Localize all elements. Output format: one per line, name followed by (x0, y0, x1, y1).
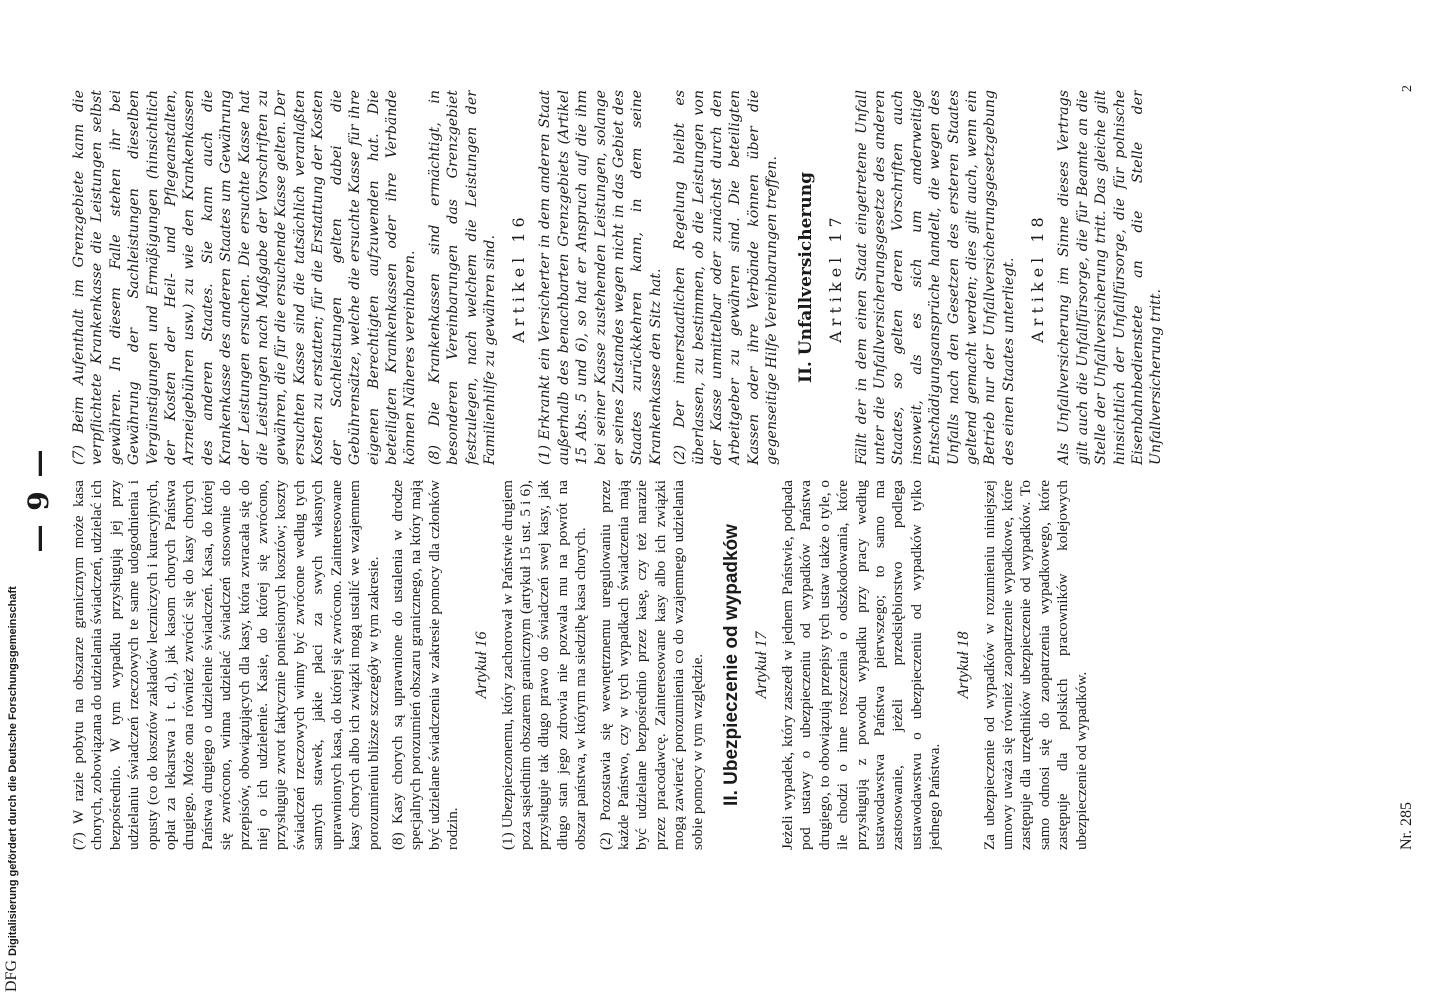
issue-number: Nr. 285 (1398, 802, 1415, 850)
polish-article-18-heading: Artykuł 18 (954, 631, 972, 699)
polish-section-heading: II. Ubezpieczenie od wypadków (721, 524, 742, 806)
german-article-18-paragraph: Als Unfallversicherung im Sinne dieses Vertrags gilt auch die Unfallfürsorge, die für Beamte an die Stelle der Unfallversicherung tritt. Das gleiche gilt hinsichtlich der Unfallfürsorge, die für polnische Eisenbahnbedienstete an die Stelle der Unfallversicherung tritt. (1056, 90, 1165, 465)
dfg-logo: DFG (3, 959, 20, 992)
polish-column (70, 480, 1374, 850)
margin-note (0, 0, 20, 1000)
german-article-17-paragraph: Fällt der in dem einen Staat eingetretene Unfall unter die Unfallversicherungsgesetze des anderen Staates, so gelten deren Vorschriften auch insoweit, als es sich um anderweitige Entschädigungsansprüche handelt, die wegen des Unfalls nach den Gesetzen des ersteren Staates geltend gemacht werden; dies gilt auch, wenn ein Betrieb nur der Unfallversicherungsgesetzgebung des einen Staates unterliegt. (853, 90, 1017, 465)
german-article-18-heading: Artikel 18 (1028, 212, 1048, 343)
polish-paragraph-7: (7) W razie pobytu na obszarze granicznym może kasa chorych, zobowiązana do udzielania świadczeń, udzielać ich bezpośrednio. W tym wypadku przysługują jej przy udzielaniu świadczeń rzeczowych te same udogodnienia i opusty (co do kosztów zakładów leczniczych i kuracyjnych, opłat za lekarstwa i t. d.), jak kasom chorych Państwa drugiego. Może ona również zwrócić się do kasy chorych Państwa drugiego o udzielenie świadczeń. Kasa, do której się zwrócono, winna udzielać świadczeń stosownie do przepisów, obowiązujących dla kasy, która zwracała się do niej o ich udzielenie. Kasie, do której się zwrócono, przysługuje zwrot faktycznie poniesionych kosztów; koszty świadczeń rzeczowych winny być zwrócone według tych samych stawek, jakie płaci za swych własnych uprawnionych kasa, do której się zwrócono. Zainteresowane kasy chorych albo ich związki mogą ustalić we wzajemnem porozumieniu bliższe szczegóły w tym zakresie. (70, 480, 382, 850)
polish-article-16-paragraph-1: (1) Ubezpieczonemu, który zachorował w Państwie drugiem poza sąsiednim obszarem granicznym (artykuł 15 ust. 5 i 6), przysługuje tak długo prawo do świadczeń swej kasy, jak długo stan jego zdrowia nie pozwala mu na powrót na obszar państwa, w którym ma siedzibę kasa chorych. (498, 480, 590, 850)
margin-note-text: Digitalisierung gefördert durch die Deutsche Forschungsgemeinschaft (7, 586, 19, 956)
polish-article-16-heading: Artykuł 16 (472, 631, 490, 699)
german-section-heading: II. Unfallversicherung (795, 172, 816, 383)
german-article-16-paragraph-2: (2) Der innerstaatlichen Regelung bleibt es überlassen, zu bestimmen, ob die Leistungen von der Kasse unmittelbar oder zunächst durch den Arbeitgeber zu gewähren sind. Die beteiligten Kassen oder ihre Verbände können über die gegenseitige Hilfe Vereinbarungen treffen. (672, 90, 781, 465)
polish-article-17-paragraph: Jeżeli wypadek, który zaszedł w jednem Państwie, podpada pod ustawy o ubezpieczeniu od wypadków Państwa drugiego, to obowiązują przepisy tych ustaw także o tyle, o ile chodzi o inne roszczenia o odszkodowania, które przysługują z powodu wypadku przy pracy według ustawodawstwa Państwa pierwszego; to samo ma zastosowanie, jeżeli przedsiębiorstwo podlega ustawodawstwu o ubezpieczeniu od wypadków tylko jednego Państwa. (779, 480, 944, 850)
german-paragraph-7: (7) Beim Aufenthalt im Grenzgebiete kann die verpflichtete Krankenkasse die Leistungen selbst gewähren. In diesem Falle stehen ihr bei Gewährung der Sachleistungen dieselben Vergünstigungen und Ermäßigungen (hinsichtlich der Kosten der Heil- und Pflegeanstalten, Arzneigebühren usw.) zu wie den Krankenkassen des anderen Staates. Sie kann auch die Krankenkasse des anderen Staates um Gewährung der Leistungen ersuchen. Die ersuchte Kasse hat die Leistungen nach Maßgabe der Vorschriften zu gewähren, die für die ersuchende Kasse gelten. Der ersuchten Kasse sind die tatsächlich veranlaßten Kosten zu erstatten; für die Erstattung der Kosten der Sachleistungen gelten dabei die Gebührensätze, welche die ersuchte Kasse für ihre eigenen Berechtigten aufzuwenden hat. Die beteiligten Krankenkassen oder ihre Verbände können Näheres vereinbaren. (71, 90, 419, 465)
german-article-16-paragraph-1: (1) Erkrankt ein Versicherter in dem anderen Staat außerhalb des benachbarten Grenzgebiets (Artikel 15 Abs. 5 und 6), so hat er Anspruch auf die ihm bei seiner Kasse zustehenden Leistungen, solange er seines Zustandes wegen nicht in das Gebiet des Staates zurückkehren kann, in dem seine Krankenkasse den Sitz hat. (537, 90, 664, 465)
signature-mark: 2 (1400, 85, 1415, 92)
polish-article-16-paragraph-2: (2) Pozostawia się wewnętrznemu uregulowaniu przez każde Państwo, czy w tych wypadkach świadczenia mają być udzielane bezpośrednio przez kasę, czy też naraziе przez pracodawcę. Zainteresowane kasy albo ich związki mogą zawierać porozumienia co do wzajemnego udzielania sobie pomocy w tym względzie. (596, 480, 706, 850)
german-paragraph-8: (8) Die Krankenkassen sind ermächtigt, in besonderen Vereinbarungen das Grenzgebiet festzulegen, nach welchem die Leistungen der Familienhilfe zu gewähren sind. (426, 90, 498, 465)
german-article-16-heading: Artikel 16 (509, 212, 529, 343)
german-article-17-heading: Artikel 17 (825, 212, 845, 343)
polish-article-17-heading: Artykuł 17 (753, 631, 770, 699)
german-column (70, 90, 1374, 465)
polish-article-18-paragraph: Za ubezpieczenie od wypadków w rozumieniu niniejszej umowy uważa się również zaopatrzenie wypadkowe, które zastępuje dla urzędników ubezpieczenie od wypadków. To samo odnosi się do zaopatrzenia wypadkowego, które zastępuje dla polskich pracowników kolejowych ubezpieczenie od wypadków. (980, 480, 1090, 850)
page-number-header: — 9 — (22, 447, 55, 553)
polish-paragraph-8: (8) Kasy chorych są uprawnione do ustalenia w drodze specjalnych porozumień obszaru granicznego, na który mają być udzielane świadczenia w zakresie pomocy dla członków rodzin. (388, 480, 462, 850)
